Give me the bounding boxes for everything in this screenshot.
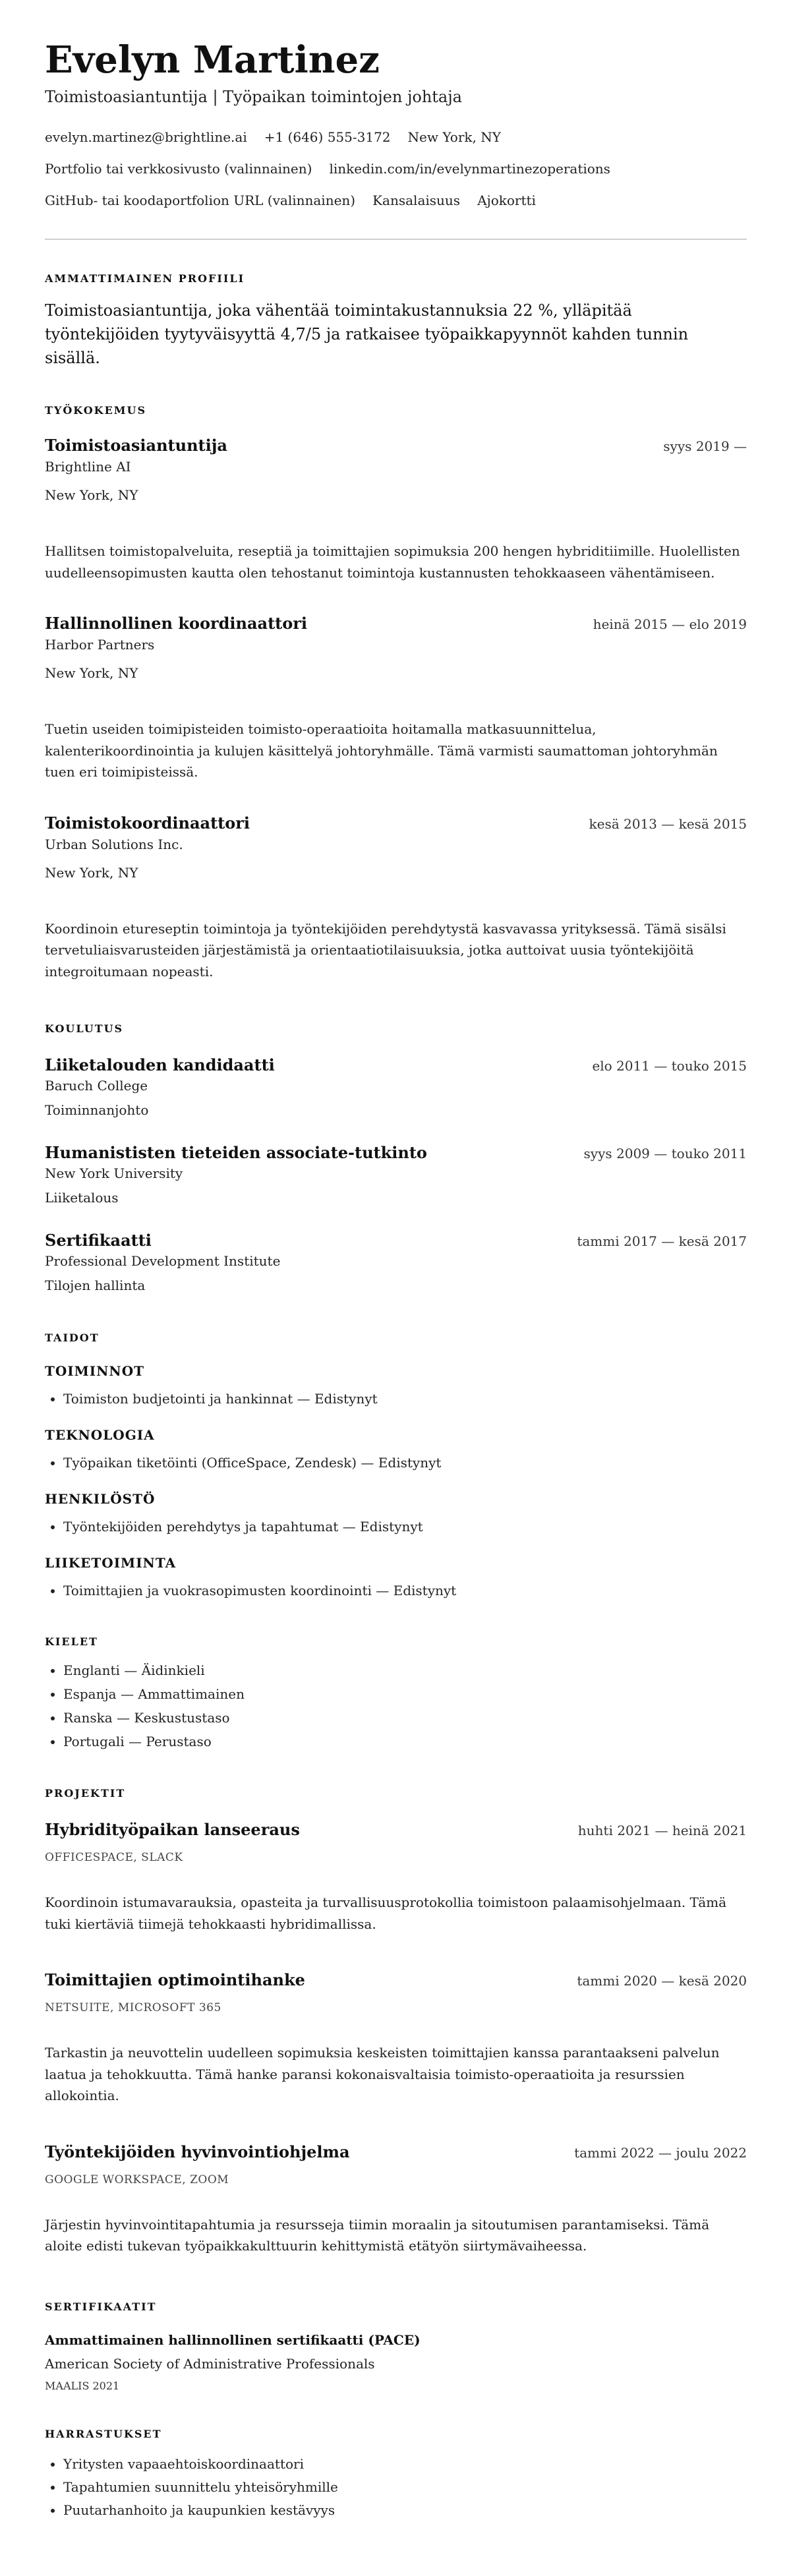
section-heading: KOULUTUS bbox=[45, 1022, 124, 1035]
job-location: New York, NY bbox=[45, 665, 138, 681]
certifications-section bbox=[45, 2300, 747, 2393]
language-item: • Portugali — Perustaso bbox=[63, 1733, 747, 1750]
education-dates: tammi 2017 — kesä 2017 bbox=[577, 1233, 747, 1249]
project-title: Työntekijöiden hyvinvointiohjelma bbox=[45, 2142, 350, 2161]
certification-item bbox=[45, 2331, 747, 2393]
degree: Liiketalouden kandidaatti bbox=[45, 1055, 275, 1074]
job-title: Toimistoasiantuntija bbox=[45, 436, 227, 455]
contact-row bbox=[45, 128, 747, 146]
skill-list bbox=[45, 1582, 747, 1599]
certification-title: Ammattimainen hallinnollinen sertifikaatti (PACE) bbox=[45, 2331, 421, 2348]
education-dates: elo 2011 — touko 2015 bbox=[592, 1058, 747, 1074]
contact-row bbox=[45, 160, 747, 178]
skill-category-name: TEKNOLOGIA bbox=[45, 1427, 155, 1443]
degree: Sertifikaatti bbox=[45, 1231, 152, 1250]
experience-header bbox=[45, 436, 747, 455]
language-list bbox=[45, 1662, 747, 1750]
interests-section bbox=[45, 2428, 747, 2519]
education-item bbox=[45, 1055, 747, 1119]
education-header bbox=[45, 1143, 747, 1163]
skill-category-name: HENKILÖSTÖ bbox=[45, 1491, 156, 1507]
contact-item: New York, NY bbox=[407, 129, 501, 145]
job-title: Hallinnollinen koordinaattori bbox=[45, 614, 308, 633]
skill-category bbox=[45, 1554, 747, 1599]
candidate-title: Toimistoasiantuntija | Työpaikan toimintojen johtaja bbox=[45, 88, 462, 106]
project-dates: tammi 2020 — kesä 2020 bbox=[577, 1973, 747, 1989]
project-description: Tarkastin ja neuvottelin uudelleen sopimuksia keskeisten toimittajien kanssa parantaakseni palvelun laatua ja tehokkuutta. Tämä hanke paransi kokonaisvaltaisia toimisto-operaatioita ja resurssien allokointia. bbox=[45, 2045, 720, 2103]
interest-item: • Tapahtumien suunnittelu yhteisöryhmille bbox=[63, 2478, 747, 2496]
education-section bbox=[45, 1022, 747, 1294]
project-tags: GOOGLE WORKSPACE, ZOOM bbox=[45, 2173, 229, 2186]
job-description: Tuetin useiden toimipisteiden toimisto-operaatioita hoitamalla matkasuunnittelua, kalenterikoordinointia ja kulujen käsittelyä johtoryhmälle. Tämä varmisti saumattoman johtoryhmän tuen eri toimipisteissä. bbox=[45, 721, 718, 780]
contact-item: evelyn.martinez@brightline.ai bbox=[45, 129, 247, 145]
project-header bbox=[45, 1820, 747, 1840]
education-item bbox=[45, 1143, 747, 1206]
skill-list bbox=[45, 1518, 747, 1535]
skills-section bbox=[45, 1332, 747, 1599]
language-item: • Englanti — Äidinkieli bbox=[63, 1662, 747, 1679]
education-header bbox=[45, 1231, 747, 1250]
interest-item: • Puutarhanhoito ja kaupunkien kestävyys bbox=[63, 2502, 747, 2519]
degree: Humanististen tieteiden associate-tutkinto bbox=[45, 1143, 427, 1162]
contact-info bbox=[45, 128, 747, 210]
school: Professional Development Institute bbox=[45, 1253, 281, 1269]
contact-item: +1 (646) 555-3172 bbox=[264, 129, 391, 145]
certification-date: MAALIS 2021 bbox=[45, 2379, 120, 2392]
certification-issuer: American Society of Administrative Professionals bbox=[45, 2355, 375, 2372]
contact-row bbox=[45, 191, 747, 210]
company-name: Brightline AI bbox=[45, 459, 131, 475]
contact-item: Kansalaisuus bbox=[372, 192, 461, 208]
project-description: Järjestin hyvinvointitapahtumia ja resursseja tiimin moraalin ja sitoutumisen parantamiseksi. Tämä aloite edisti tukevan työpaikkakulttuurin kehittymistä etätyön siirtymävaiheessa. bbox=[45, 2216, 710, 2254]
skill-category bbox=[45, 1362, 747, 1407]
section-heading: HARRASTUKSET bbox=[45, 2427, 162, 2440]
field-of-study: Toiminnanjohto bbox=[45, 1102, 149, 1118]
project-header bbox=[45, 2142, 747, 2162]
section-heading: AMMATTIMAINEN PROFIILI bbox=[45, 272, 245, 285]
school: Baruch College bbox=[45, 1078, 148, 1094]
field-of-study: Tilojen hallinta bbox=[45, 1277, 146, 1293]
experience-section bbox=[45, 404, 747, 982]
section-heading: PROJEKTIT bbox=[45, 1787, 126, 1800]
job-location: New York, NY bbox=[45, 864, 138, 881]
skill-item: • Työpaikan tiketöinti (OfficeSpace, Zendesk) — Edistynyt bbox=[63, 1454, 747, 1471]
project-tags: OFFICESPACE, SLACK bbox=[45, 1851, 183, 1864]
skill-list bbox=[45, 1390, 747, 1407]
interest-item: • Yritysten vapaaehtoiskoordinaattori bbox=[63, 2455, 747, 2473]
skill-item: • Työntekijöiden perehdytys ja tapahtumat — Edistynyt bbox=[63, 1518, 747, 1535]
skill-category bbox=[45, 1490, 747, 1535]
project-dates: huhti 2021 — heinä 2021 bbox=[577, 1823, 747, 1838]
experience-item bbox=[45, 436, 747, 583]
skill-list bbox=[45, 1454, 747, 1471]
experience-item bbox=[45, 614, 747, 783]
language-item: • Ranska — Keskustustaso bbox=[63, 1709, 747, 1726]
job-description: Koordinoin etureseptin toimintoja ja työntekijöiden perehdytystä kasvavassa yrityksessä. Tämä sisälsi tervetuliaisvarusteiden järjestämistä ja orientaatiotilaisuuksia, jotka auttoivat uusia työntekijöitä integroitumaan nopeasti. bbox=[45, 920, 726, 980]
job-dates: kesä 2013 — kesä 2015 bbox=[589, 815, 747, 832]
skill-category-name: TOIMINNOT bbox=[45, 1363, 145, 1379]
profile-summary: Toimistoasiantuntija, joka vähentää toimintakustannuksia 22 %, ylläpitää työntekijöiden tyytyväisyyttä 4,7/5 ja ratkaisee työpaikkapyynnöt kahden tunnin sisällä. bbox=[45, 301, 689, 367]
candidate-name: Evelyn Martinez bbox=[45, 38, 380, 82]
company-name: Harbor Partners bbox=[45, 637, 155, 653]
section-heading: KIELET bbox=[45, 1635, 98, 1648]
field-of-study: Liiketalous bbox=[45, 1190, 119, 1206]
project-item bbox=[45, 2142, 747, 2257]
section-heading: TAIDOT bbox=[45, 1332, 100, 1344]
profile-section bbox=[45, 272, 747, 370]
header-divider bbox=[45, 239, 747, 240]
languages-section bbox=[45, 1635, 747, 1750]
section-heading: TYÖKOKEMUS bbox=[45, 404, 146, 417]
education-item bbox=[45, 1231, 747, 1294]
project-tags: NETSUITE, MICROSOFT 365 bbox=[45, 2001, 221, 2014]
company-name: Urban Solutions Inc. bbox=[45, 836, 183, 852]
project-description: Koordinoin istumavarauksia, opasteita ja turvallisuusprotokollia toimistoon palaamisohjelmaan. Tämä tuki kiertäviä tiimejä tehokkaasti hybridimallissa. bbox=[45, 1894, 727, 1932]
project-item bbox=[45, 1970, 747, 2107]
contact-item: GitHub- tai koodaportfolion URL (valinnainen) bbox=[45, 192, 356, 208]
skill-item: • Toimittajien ja vuokrasopimusten koordinointi — Edistynyt bbox=[63, 1582, 747, 1599]
project-item bbox=[45, 1820, 747, 1935]
job-location: New York, NY bbox=[45, 487, 138, 503]
contact-item: Portfolio tai verkkosivusto (valinnainen) bbox=[45, 161, 312, 177]
job-dates: heinä 2015 — elo 2019 bbox=[593, 616, 747, 632]
school: New York University bbox=[45, 1165, 183, 1181]
projects-section bbox=[45, 1787, 747, 2257]
experience-header bbox=[45, 614, 747, 633]
skill-category bbox=[45, 1426, 747, 1471]
project-dates: tammi 2022 — joulu 2022 bbox=[574, 2144, 747, 2161]
job-dates: syys 2019 — bbox=[663, 438, 747, 454]
education-dates: syys 2009 — touko 2011 bbox=[583, 1146, 747, 1161]
interest-list bbox=[45, 2455, 747, 2519]
section-heading: SERTIFIKAATIT bbox=[45, 2300, 157, 2313]
education-header bbox=[45, 1055, 747, 1075]
experience-header bbox=[45, 813, 747, 833]
language-item: • Espanja — Ammattimainen bbox=[63, 1685, 747, 1703]
skill-category-name: LIIKETOIMINTA bbox=[45, 1555, 177, 1571]
skill-item: • Toimiston budjetointi ja hankinnat — Edistynyt bbox=[63, 1390, 747, 1407]
project-title: Hybridityöpaikan lanseeraus bbox=[45, 1820, 300, 1839]
project-header bbox=[45, 1970, 747, 1990]
contact-item: Ajokortti bbox=[477, 192, 536, 208]
project-title: Toimittajien optimointihanke bbox=[45, 1970, 305, 1989]
job-title: Toimistokoordinaattori bbox=[45, 813, 250, 833]
experience-item bbox=[45, 813, 747, 983]
contact-item: linkedin.com/in/evelynmartinezoperations bbox=[329, 161, 610, 177]
job-description: Hallitsen toimistopalveluita, reseptiä ja toimittajien sopimuksia 200 hengen hybriditiimille. Huolellisten uudelleensopimusten kautta olen tehostanut toimintoja kustannusten tehokkaaseen vähentämiseen. bbox=[45, 543, 740, 581]
